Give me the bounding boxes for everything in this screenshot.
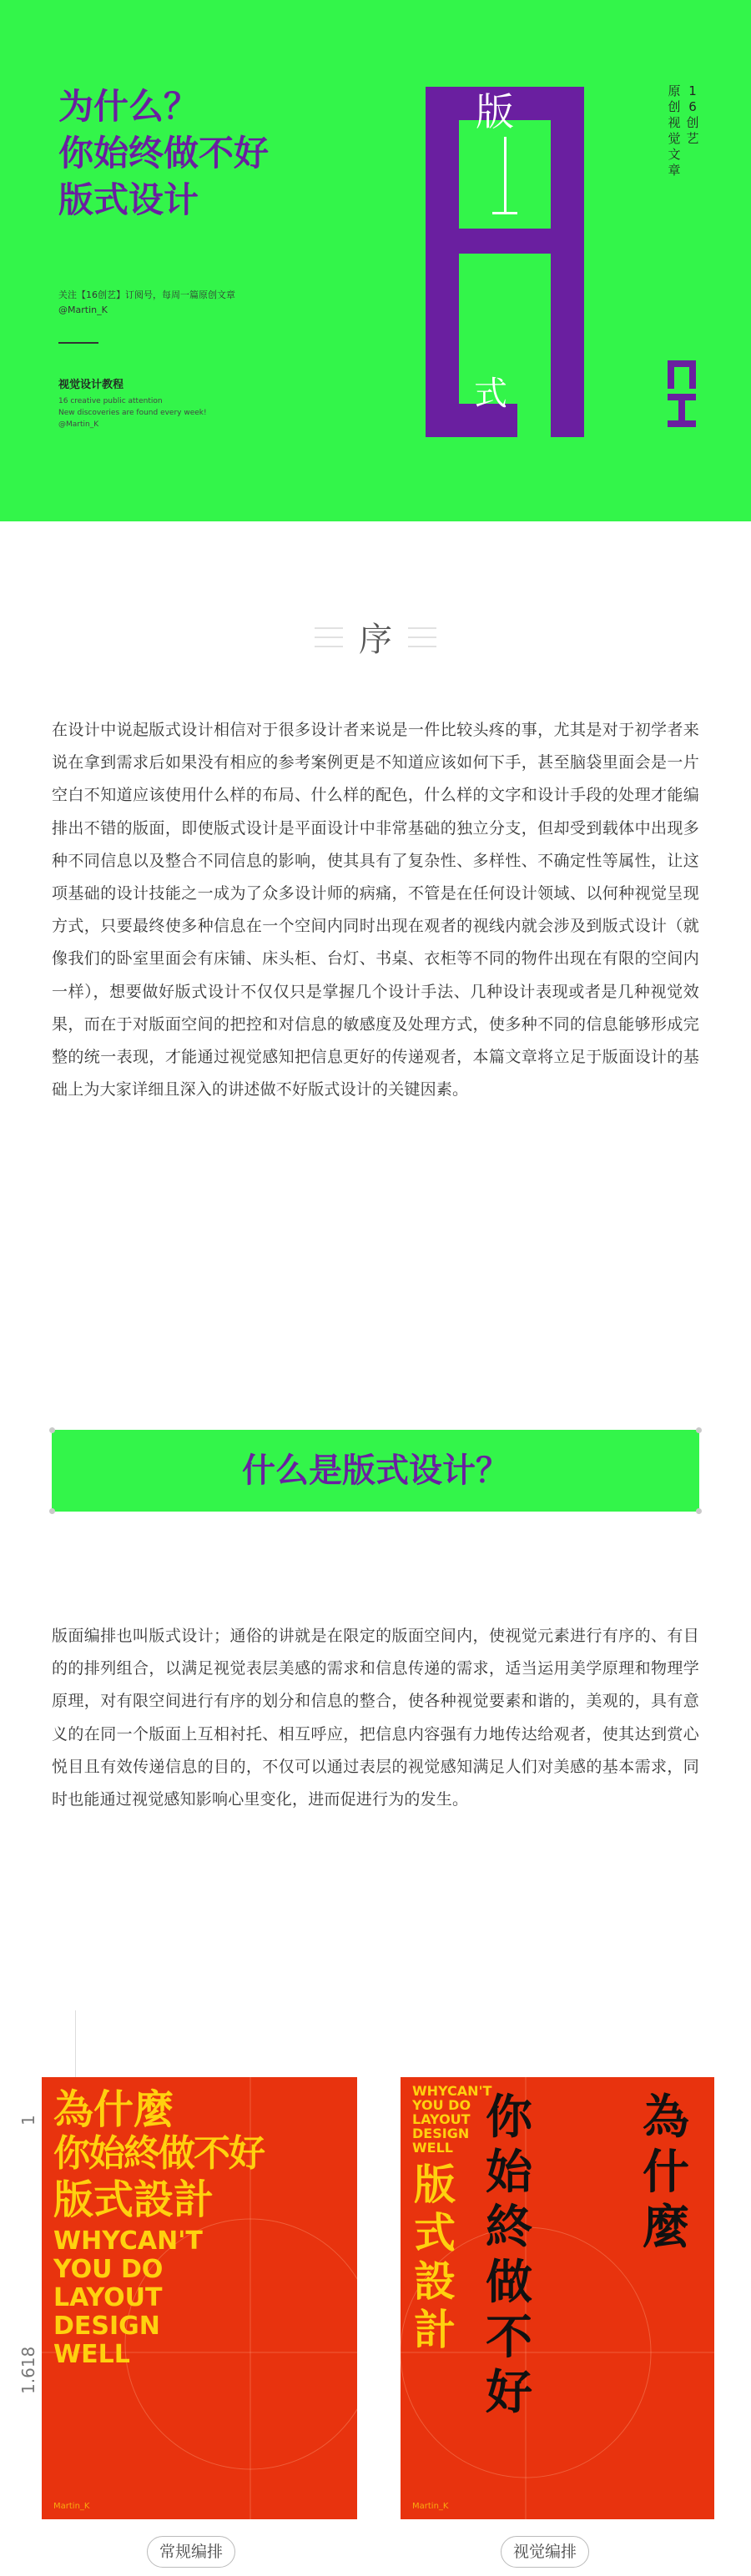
poster-en-line: DESIGN — [412, 2126, 470, 2141]
hero-title-line: 版式设计 — [58, 179, 199, 220]
preface-heading-text: 序 — [359, 621, 392, 659]
mark-line — [492, 212, 517, 214]
poster-credit: Martin_K — [412, 2502, 449, 2511]
hero-title-line: 你始终做不好 — [58, 133, 270, 174]
hero-follow-text — [58, 288, 235, 318]
section-paragraph: 版面编排也叫版式设计；通俗的讲就是在限定的版面空间内，使视觉元素进行有序的、有目的的排列组合，以满足视觉表层美感的需求和信息传递的需求，适当运用美学原理和物理学原理，对有限空间进行有序的划分和信息的整合，使各种视觉要素和谐的，美观的，具有意义的在同一个版面上互相衬托、相互呼应，把信息内容强有力地传达给观者，使其达到赏心悦目且有效传递信息的目的，不仅可以通过表层的视觉感知满足人们对美感的基本需求，同时也能通过视觉感知影响心里变化，进而促进行为的发生。 — [52, 1627, 699, 1809]
hero-en-line: @Martin_K — [58, 420, 99, 429]
banner-corner-dot — [696, 1508, 702, 1514]
preface-heading — [0, 613, 751, 661]
hero-side-logo-icon — [668, 360, 701, 427]
section-banner — [52, 1430, 699, 1512]
poster-en-line: WHYCAN'T — [412, 2083, 492, 2099]
hero-banner — [0, 0, 751, 521]
vchar: 创 — [686, 115, 699, 130]
mark-char-top: 版 — [476, 89, 514, 134]
vchar: 创 — [668, 99, 681, 114]
poster-credit: Martin_K — [53, 2502, 90, 2511]
poster-caption-visual: 视觉编排 — [501, 2536, 589, 2568]
vchar: 原 — [668, 83, 681, 98]
vertical-col-brand — [686, 83, 699, 147]
hero-en-line: 16 creative public attention — [58, 397, 163, 405]
hero-subheading: 视觉设计教程 — [58, 379, 124, 391]
preface-paragraph: 在设计中说起版式设计相信对于很多设计者来说是一件比较头疼的事，尤其是对于初学者来说在拿到需求后如果没有相应的参考案例更是不知道应该如何下手，甚至脑袋里面会是一片空白不知道应该使用什么样的布局、什么样的配色，什么样的文字和设计手段的处理才能编排出不错的版面，即使版式设计是平面设计中非常基础的独立分支，但却受到载体中出现多种不同信息以及整合不同信息的影响，使其具有了复杂性、多样性、不确定性等属性，让这项基础的设计技能之一成为了众多设计师的病痛，不管是在任何设计领域、以何种视觉呈现方式，只要最终使多种信息在一个空间内同时出现在观者的视线内就会涉及到版式设计（就像我们的卧室里面会有床铺、床头柜、台灯、书桌、衣柜等不同的物件出现在有限的空间内一样），想要做好版式设计不仅仅只是掌握几个设计手法、几种设计表现或者是几种视觉效果，而在于对版面空间的把控和对信息的敏感度及处理方式，使多种不同的信息能够形成完整的统一表现，才能通过视觉感知把信息更好的传递观者，本篇文章将立足于版面设计的基础上为大家详细且深入的讲述做不好版式设计的关键因素。 — [52, 721, 699, 1099]
guide-line — [75, 2010, 76, 2077]
poster-en-line: LAYOUT — [412, 2111, 471, 2127]
poster-cn-line: 你始終做不好 — [53, 2132, 264, 2175]
banner-corner-dot — [49, 1508, 55, 1514]
vchar: 视 — [668, 115, 681, 130]
ratio-label-top: 1 — [18, 2115, 38, 2126]
vertical-col-tagline — [668, 83, 681, 179]
poster-cn-line: 版式設計 — [53, 2176, 214, 2223]
vchar: 觉 — [668, 131, 681, 146]
poster-en-line: DESIGN — [53, 2312, 160, 2341]
hero-typographic-mark — [426, 87, 584, 437]
banner-corner-dot — [49, 1427, 55, 1433]
poster-en-line: YOU DO — [412, 2097, 471, 2113]
hero-title-line: 为什么？ — [58, 86, 199, 127]
poster-visual-layout — [401, 2077, 714, 2519]
hero-follow-line: 关注【16创艺】订阅号，每周一篇原创文章 — [58, 289, 235, 300]
section-title: 什么是版式设计？ — [242, 1452, 509, 1490]
heading-deco-icon — [408, 627, 436, 647]
heading-deco-icon — [315, 627, 343, 647]
poster-en-line: WELL — [412, 2140, 453, 2156]
vchar: 文 — [668, 147, 681, 162]
poster-en-line: LAYOUT — [53, 2283, 163, 2312]
poster-cn-col: 版式設計 — [414, 2161, 456, 2354]
ratio-label-bottom: 1.618 — [18, 2346, 38, 2394]
hero-en-line: New discoveries are found every week! — [58, 409, 207, 417]
vchar: 6 — [688, 99, 697, 114]
poster-en-line: YOU DO — [53, 2255, 164, 2284]
hero-english-text — [58, 395, 207, 430]
mark-line — [504, 137, 507, 212]
vchar: 1 — [688, 83, 697, 98]
hero-author: @Martin_K — [58, 304, 108, 315]
poster-caption-regular: 常规编排 — [147, 2536, 235, 2568]
poster-en-line: WELL — [53, 2340, 130, 2369]
mark-right-bar — [551, 87, 584, 437]
poster-en-line: WHYCAN'T — [53, 2226, 203, 2256]
poster-regular-layout — [42, 2077, 357, 2519]
poster-cn-col: 為什麼 — [643, 2090, 689, 2255]
poster-cn-col: 你始終做不好 — [486, 2090, 532, 2420]
banner-corner-dot — [696, 1427, 702, 1433]
poster-cn-line: 為什麼 — [53, 2086, 174, 2133]
hero-title — [58, 83, 269, 224]
mark-left-bar — [426, 87, 459, 437]
mark-char-bottom: 式 — [474, 375, 507, 413]
mark-mid-bar — [426, 229, 584, 254]
hero-divider — [58, 342, 98, 344]
vchar: 艺 — [686, 131, 699, 146]
vchar: 章 — [668, 163, 681, 178]
